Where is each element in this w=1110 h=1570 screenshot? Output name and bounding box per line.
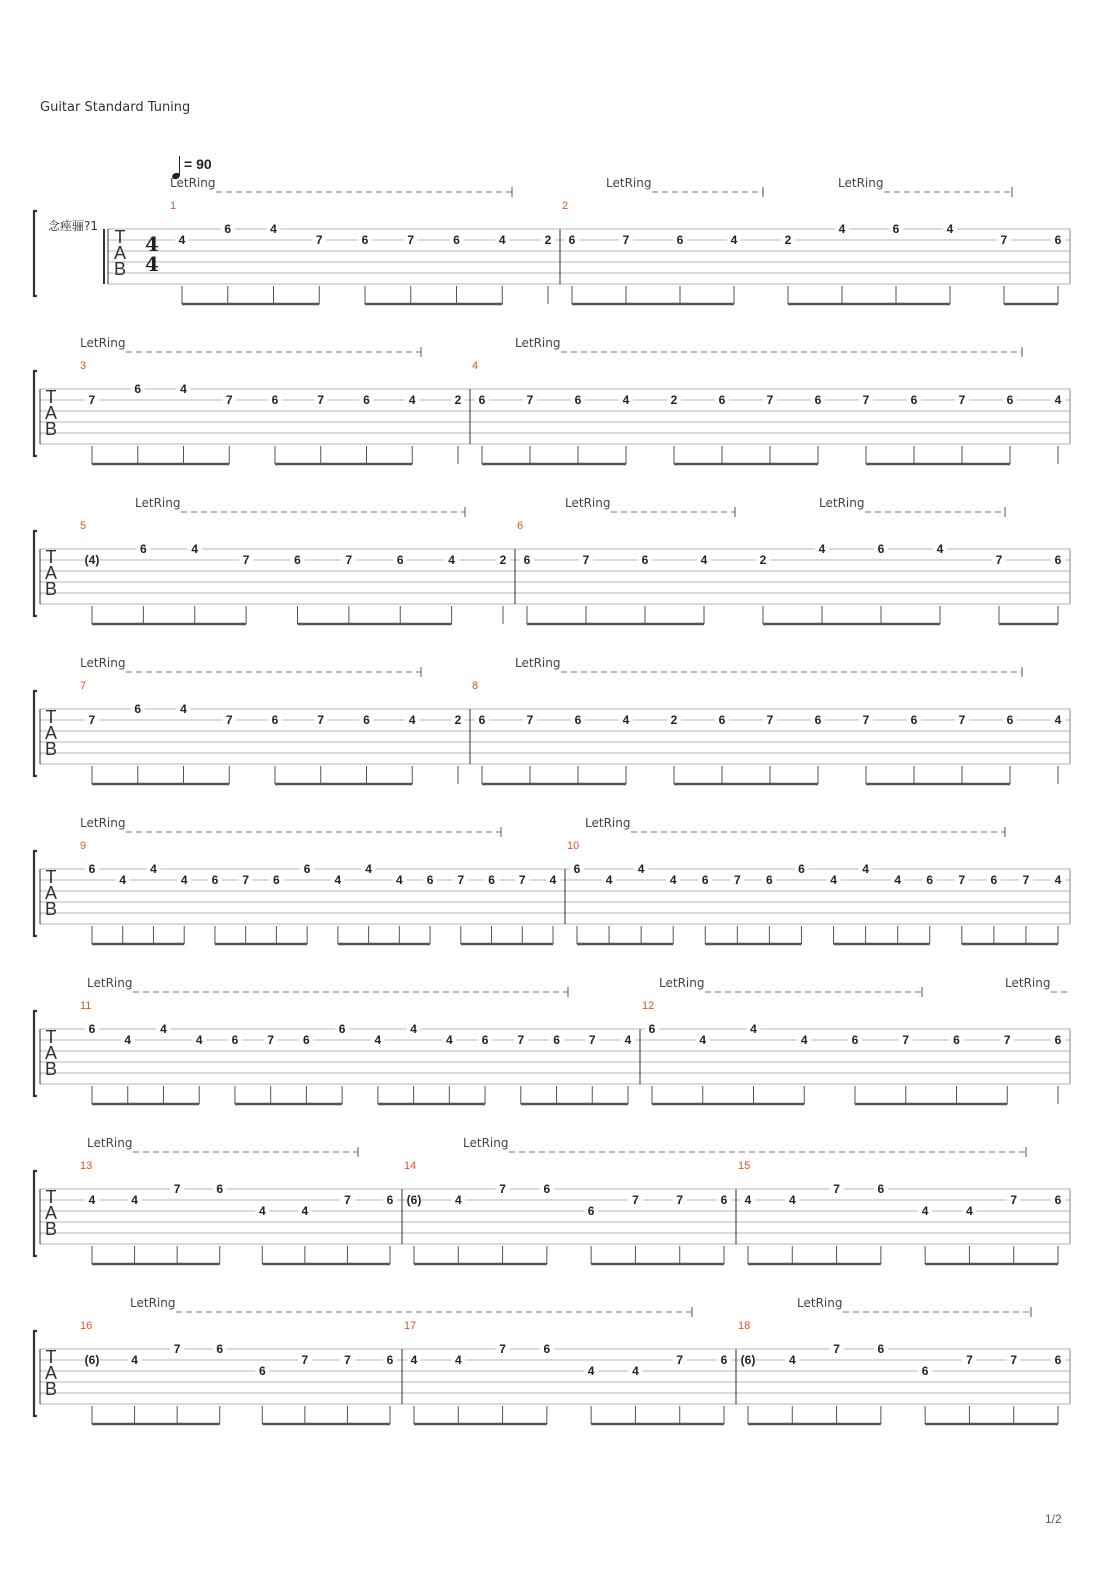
fret-number: 6: [481, 1033, 489, 1047]
fret-number: 6: [224, 222, 232, 236]
fret-number: 7: [344, 1353, 351, 1367]
system-bracket: [34, 1171, 37, 1256]
let-ring-label: LetRing: [170, 176, 216, 190]
fret-number: 6: [1006, 713, 1014, 727]
let-ring-label: LetRing: [585, 816, 631, 830]
fret-number: 6: [926, 873, 934, 887]
let-ring-label: LetRing: [87, 1136, 133, 1150]
fret-number: 6: [88, 862, 96, 876]
fret-number: 6: [573, 862, 581, 876]
fret-number: 6: [426, 873, 434, 887]
let-ring-label: LetRing: [515, 656, 561, 670]
fret-number: 7: [88, 393, 96, 407]
fret-number: 4: [180, 702, 187, 716]
fret-number: 6: [766, 873, 773, 887]
fret-number: 6: [648, 1022, 656, 1036]
let-ring-label: LetRing: [606, 176, 652, 190]
tab-letter-a: A: [44, 1363, 58, 1383]
fret-number: 7: [676, 1193, 684, 1207]
fret-number: 4: [448, 553, 455, 567]
fret-number: 6: [363, 713, 370, 727]
fret-number: 4: [374, 1033, 382, 1047]
fret-number: 6: [568, 233, 576, 247]
tab-letter-a: A: [44, 1043, 58, 1063]
fret-number: 6: [1054, 553, 1062, 567]
fret-number: 7: [173, 1182, 181, 1196]
page-number: 1/2: [1045, 1512, 1062, 1526]
let-ring-label: LetRing: [135, 496, 181, 510]
fret-number: 7: [457, 873, 465, 887]
fret-number: 4: [549, 873, 557, 887]
fret-number: 6: [953, 1033, 960, 1047]
fret-number: 7: [1022, 873, 1030, 887]
fret-number: 7: [344, 1193, 351, 1207]
fret-number: 6: [386, 1193, 394, 1207]
tab-letter-a: A: [44, 723, 58, 743]
fret-number: 4: [637, 862, 645, 876]
fret-number: 6: [88, 1022, 96, 1036]
fret-number: 4: [966, 1204, 973, 1218]
fret-number: 6: [396, 553, 404, 567]
measure-number: 13: [80, 1160, 93, 1172]
let-ring-label: LetRing: [87, 976, 133, 990]
fret-number: 7: [517, 1033, 525, 1047]
fret-number: 7: [958, 393, 966, 407]
fret-number: 6: [877, 1342, 885, 1356]
fret-number: 6: [587, 1204, 595, 1218]
fret-number: 2: [670, 393, 678, 407]
fret-number: 4: [1054, 713, 1062, 727]
measure-number: 9: [80, 840, 87, 852]
fret-number: 4: [818, 542, 826, 556]
fret-number: 7: [526, 393, 534, 407]
fret-number: 6: [701, 873, 709, 887]
fret-number: 7: [242, 553, 250, 567]
fret-number: 6: [553, 1033, 560, 1047]
measure-number: 18: [738, 1320, 751, 1332]
tab-letter-a: A: [44, 403, 58, 423]
tab-letter-a: A: [113, 243, 127, 263]
fret-number: 7: [676, 1353, 684, 1367]
fret-number: 4: [410, 1353, 418, 1367]
fret-number: 7: [766, 713, 774, 727]
fret-number: 7: [902, 1033, 910, 1047]
fret-number: 6: [718, 713, 726, 727]
fret-number: 6: [814, 713, 822, 727]
fret-number: 7: [1000, 233, 1008, 247]
fret-number: 4: [730, 233, 738, 247]
fret-number: 4: [131, 1353, 138, 1367]
fret-number: 7: [315, 233, 323, 247]
fret-number: 6: [892, 222, 900, 236]
let-ring-label: LetRing: [80, 816, 126, 830]
fret-number: 6: [134, 382, 142, 396]
fret-number: 7: [518, 873, 526, 887]
fret-number: 6: [574, 393, 582, 407]
fret-number: 4: [150, 862, 157, 876]
fret-number: 6: [361, 233, 369, 247]
let-ring-label: LetRing: [515, 336, 561, 350]
fret-number: 6: [478, 713, 486, 727]
measure-number: 16: [80, 1320, 93, 1332]
fret-number: 7: [766, 393, 774, 407]
fret-number: 7: [622, 233, 630, 247]
fret-number: 4: [894, 873, 902, 887]
fret-number: 7: [862, 713, 870, 727]
fret-number: 7: [833, 1342, 840, 1356]
fret-number: 4: [750, 1022, 757, 1036]
fret-number: 6: [453, 233, 460, 247]
fret-number: 4: [445, 1033, 453, 1047]
fret-number: 6: [877, 1182, 885, 1196]
fret-number: 6: [271, 713, 279, 727]
measure-number: 15: [738, 1160, 751, 1172]
time-signature-top: 4: [145, 232, 159, 256]
fret-number: 6: [478, 393, 486, 407]
tab-letter-a: A: [44, 1203, 58, 1223]
fret-number: 4: [195, 1033, 203, 1047]
fret-number: 4: [119, 873, 127, 887]
fret-number: 4: [632, 1364, 639, 1378]
fret-number: 7: [242, 873, 250, 887]
let-ring-label: LetRing: [565, 496, 611, 510]
tab-letter-b: B: [44, 1379, 58, 1399]
fret-number: 6: [258, 1364, 266, 1378]
tab-letter-t: T: [45, 1347, 57, 1367]
fret-number: 6: [676, 233, 684, 247]
fret-number: 4: [587, 1364, 595, 1378]
tab-letter-b: B: [44, 419, 58, 439]
fret-number: 4: [454, 1193, 462, 1207]
fret-number: 6: [1054, 233, 1062, 247]
fret-number: 4: [408, 393, 416, 407]
fret-number: 7: [588, 1033, 596, 1047]
fret-number: 6: [1054, 1033, 1062, 1047]
fret-number: 7: [345, 553, 353, 567]
fret-number: 4: [270, 222, 277, 236]
fret-number: 2: [454, 393, 462, 407]
fret-number: 6: [720, 1193, 728, 1207]
measure-number: 5: [80, 520, 87, 532]
fret-number: 7: [966, 1353, 973, 1367]
fret-number: 7: [833, 1182, 840, 1196]
system-bracket: [34, 371, 37, 456]
fret-number: 4: [921, 1204, 929, 1218]
let-ring-label: LetRing: [838, 176, 884, 190]
fret-number: 7: [526, 713, 534, 727]
tab-letter-b: B: [44, 1059, 58, 1079]
fret-number: 6: [543, 1342, 551, 1356]
fret-number: 4: [800, 1033, 808, 1047]
fret-number: 2: [544, 233, 552, 247]
fret-number: 7: [225, 393, 233, 407]
system-bracket: [34, 1011, 37, 1096]
measure-number: 7: [80, 680, 87, 692]
fret-number: 6: [363, 393, 370, 407]
fret-number: 4: [1054, 393, 1062, 407]
fret-number: 7: [582, 553, 590, 567]
fret-number: 6: [488, 873, 495, 887]
fret-number: 6: [718, 393, 726, 407]
time-signature-bottom: 4: [145, 252, 159, 276]
fret-number: 7: [88, 713, 96, 727]
fret-number: 4: [180, 382, 187, 396]
fret-number: 4: [408, 713, 416, 727]
fret-number: 6: [338, 1022, 346, 1036]
fret-number: 2: [784, 233, 792, 247]
fret-number: 7: [958, 873, 966, 887]
tab-letter-t: T: [45, 867, 57, 887]
fret-number: 7: [267, 1033, 275, 1047]
fret-number: 4: [365, 862, 372, 876]
fret-number: 7: [958, 713, 966, 727]
fret-number: 4: [838, 222, 846, 236]
fret-number: 4: [788, 1353, 796, 1367]
fret-number: 4: [498, 233, 506, 247]
fret-number: 6: [798, 862, 805, 876]
system-bracket: [34, 531, 37, 616]
fret-number: 6: [574, 713, 582, 727]
fret-number: 4: [178, 233, 186, 247]
fret-number: 4: [862, 862, 869, 876]
fret-number: 4: [622, 393, 630, 407]
measure-number: 2: [562, 200, 569, 212]
fret-number: 4: [301, 1204, 309, 1218]
fret-number: 7: [317, 713, 325, 727]
fret-number: 2: [454, 713, 462, 727]
fret-number: 4: [334, 873, 342, 887]
fret-number: 2: [759, 553, 767, 567]
fret-number: 4: [191, 542, 199, 556]
fret-number: 6: [140, 542, 147, 556]
system-bracket: [34, 211, 37, 296]
fret-number: 4: [124, 1033, 132, 1047]
fret-number: 4: [830, 873, 837, 887]
fret-number: 7: [733, 873, 741, 887]
fret-number: 6: [303, 1033, 310, 1047]
fret-number: 4: [410, 1022, 417, 1036]
fret-number: (6): [84, 1353, 100, 1367]
tab-letter-b: B: [44, 739, 58, 759]
fret-number: 7: [499, 1182, 506, 1196]
fret-number: 6: [1006, 393, 1014, 407]
fret-number: 6: [1054, 1193, 1062, 1207]
fret-number: 6: [910, 713, 918, 727]
tab-letter-a: A: [44, 883, 58, 903]
tab-letter-b: B: [44, 1219, 58, 1239]
measure-number: 6: [517, 520, 524, 532]
let-ring-label: LetRing: [659, 976, 705, 990]
fret-number: 6: [814, 393, 822, 407]
fret-number: 4: [131, 1193, 138, 1207]
let-ring-label: LetRing: [819, 496, 865, 510]
fret-number: 6: [216, 1182, 224, 1196]
fret-number: 4: [454, 1353, 462, 1367]
tab-letter-t: T: [45, 387, 57, 407]
tab-letter-t: T: [114, 227, 126, 247]
fret-number: 4: [936, 542, 944, 556]
let-ring-label: LetRing: [463, 1136, 509, 1150]
measure-number: 1: [170, 200, 177, 212]
tab-letter-t: T: [45, 707, 57, 727]
let-ring-label: LetRing: [80, 656, 126, 670]
let-ring-label: LetRing: [80, 336, 126, 350]
fret-number: 4: [605, 873, 613, 887]
fret-number: 6: [271, 393, 279, 407]
fret-number: 7: [499, 1342, 506, 1356]
fret-number: 4: [395, 873, 403, 887]
fret-number: 4: [88, 1193, 96, 1207]
fret-number: 7: [173, 1342, 181, 1356]
tab-letter-b: B: [113, 259, 127, 279]
fret-number: (6): [406, 1193, 422, 1207]
fret-number: 4: [622, 713, 630, 727]
fret-number: 4: [788, 1193, 796, 1207]
measure-number: 12: [642, 1000, 655, 1012]
fret-number: 4: [624, 1033, 632, 1047]
fret-number: 7: [1003, 1033, 1011, 1047]
fret-number: 7: [632, 1193, 639, 1207]
fret-number: (4): [84, 553, 100, 567]
fret-number: 6: [231, 1033, 239, 1047]
measure-number: 3: [80, 360, 87, 372]
tab-letter-t: T: [45, 1187, 57, 1207]
fret-number: 4: [744, 1193, 752, 1207]
system-bracket: [34, 851, 37, 936]
fret-number: 6: [386, 1353, 394, 1367]
fret-number: 4: [699, 1033, 707, 1047]
measure-number: 17: [404, 1320, 417, 1332]
fret-number: 4: [180, 873, 188, 887]
fret-number: 2: [499, 553, 507, 567]
tab-letter-b: B: [44, 899, 58, 919]
fret-number: 4: [700, 553, 708, 567]
fret-number: 6: [523, 553, 531, 567]
fret-number: 6: [877, 542, 885, 556]
fret-number: 7: [995, 553, 1003, 567]
fret-number: 6: [720, 1353, 728, 1367]
tab-letter-t: T: [45, 1027, 57, 1047]
fret-number: 4: [258, 1204, 266, 1218]
system-bracket: [34, 1331, 37, 1416]
measure-number: 11: [80, 1000, 92, 1012]
tuning-label: Guitar Standard Tuning: [40, 100, 191, 115]
tab-letter-t: T: [45, 547, 57, 567]
fret-number: 4: [669, 873, 677, 887]
tab-letter-b: B: [44, 579, 58, 599]
fret-number: 6: [990, 873, 998, 887]
fret-number: 6: [1054, 1353, 1062, 1367]
fret-number: 7: [1010, 1353, 1018, 1367]
fret-number: 4: [160, 1022, 167, 1036]
fret-number: 7: [317, 393, 325, 407]
fret-number: 7: [862, 393, 870, 407]
fret-number: 7: [225, 713, 233, 727]
tempo-value: = 90: [184, 156, 212, 172]
fret-number: 6: [921, 1364, 929, 1378]
fret-number: 2: [670, 713, 678, 727]
fret-number: 6: [303, 862, 311, 876]
fret-number: 6: [294, 553, 301, 567]
measure-number: 8: [472, 680, 479, 692]
fret-number: 7: [301, 1353, 309, 1367]
let-ring-label: LetRing: [130, 1296, 176, 1310]
fret-number: 6: [273, 873, 280, 887]
let-ring-label: LetRing: [797, 1296, 843, 1310]
track-name: 念痤骊?1: [48, 219, 99, 233]
measure-number: 10: [567, 840, 580, 852]
fret-number: 6: [134, 702, 142, 716]
fret-number: 6: [543, 1182, 551, 1196]
measure-number: 4: [472, 360, 479, 372]
fret-number: 7: [407, 233, 415, 247]
fret-number: 6: [851, 1033, 859, 1047]
fret-number: 6: [641, 553, 649, 567]
fret-number: 7: [1010, 1193, 1018, 1207]
fret-number: 6: [910, 393, 918, 407]
fret-number: 6: [211, 873, 219, 887]
system-bracket: [34, 691, 37, 776]
fret-number: 6: [216, 1342, 224, 1356]
let-ring-label: LetRing: [1005, 976, 1051, 990]
tab-letter-a: A: [44, 563, 58, 583]
fret-number: 4: [946, 222, 954, 236]
measure-number: 14: [404, 1160, 417, 1172]
fret-number: 4: [1054, 873, 1062, 887]
fret-number: (6): [740, 1353, 756, 1367]
